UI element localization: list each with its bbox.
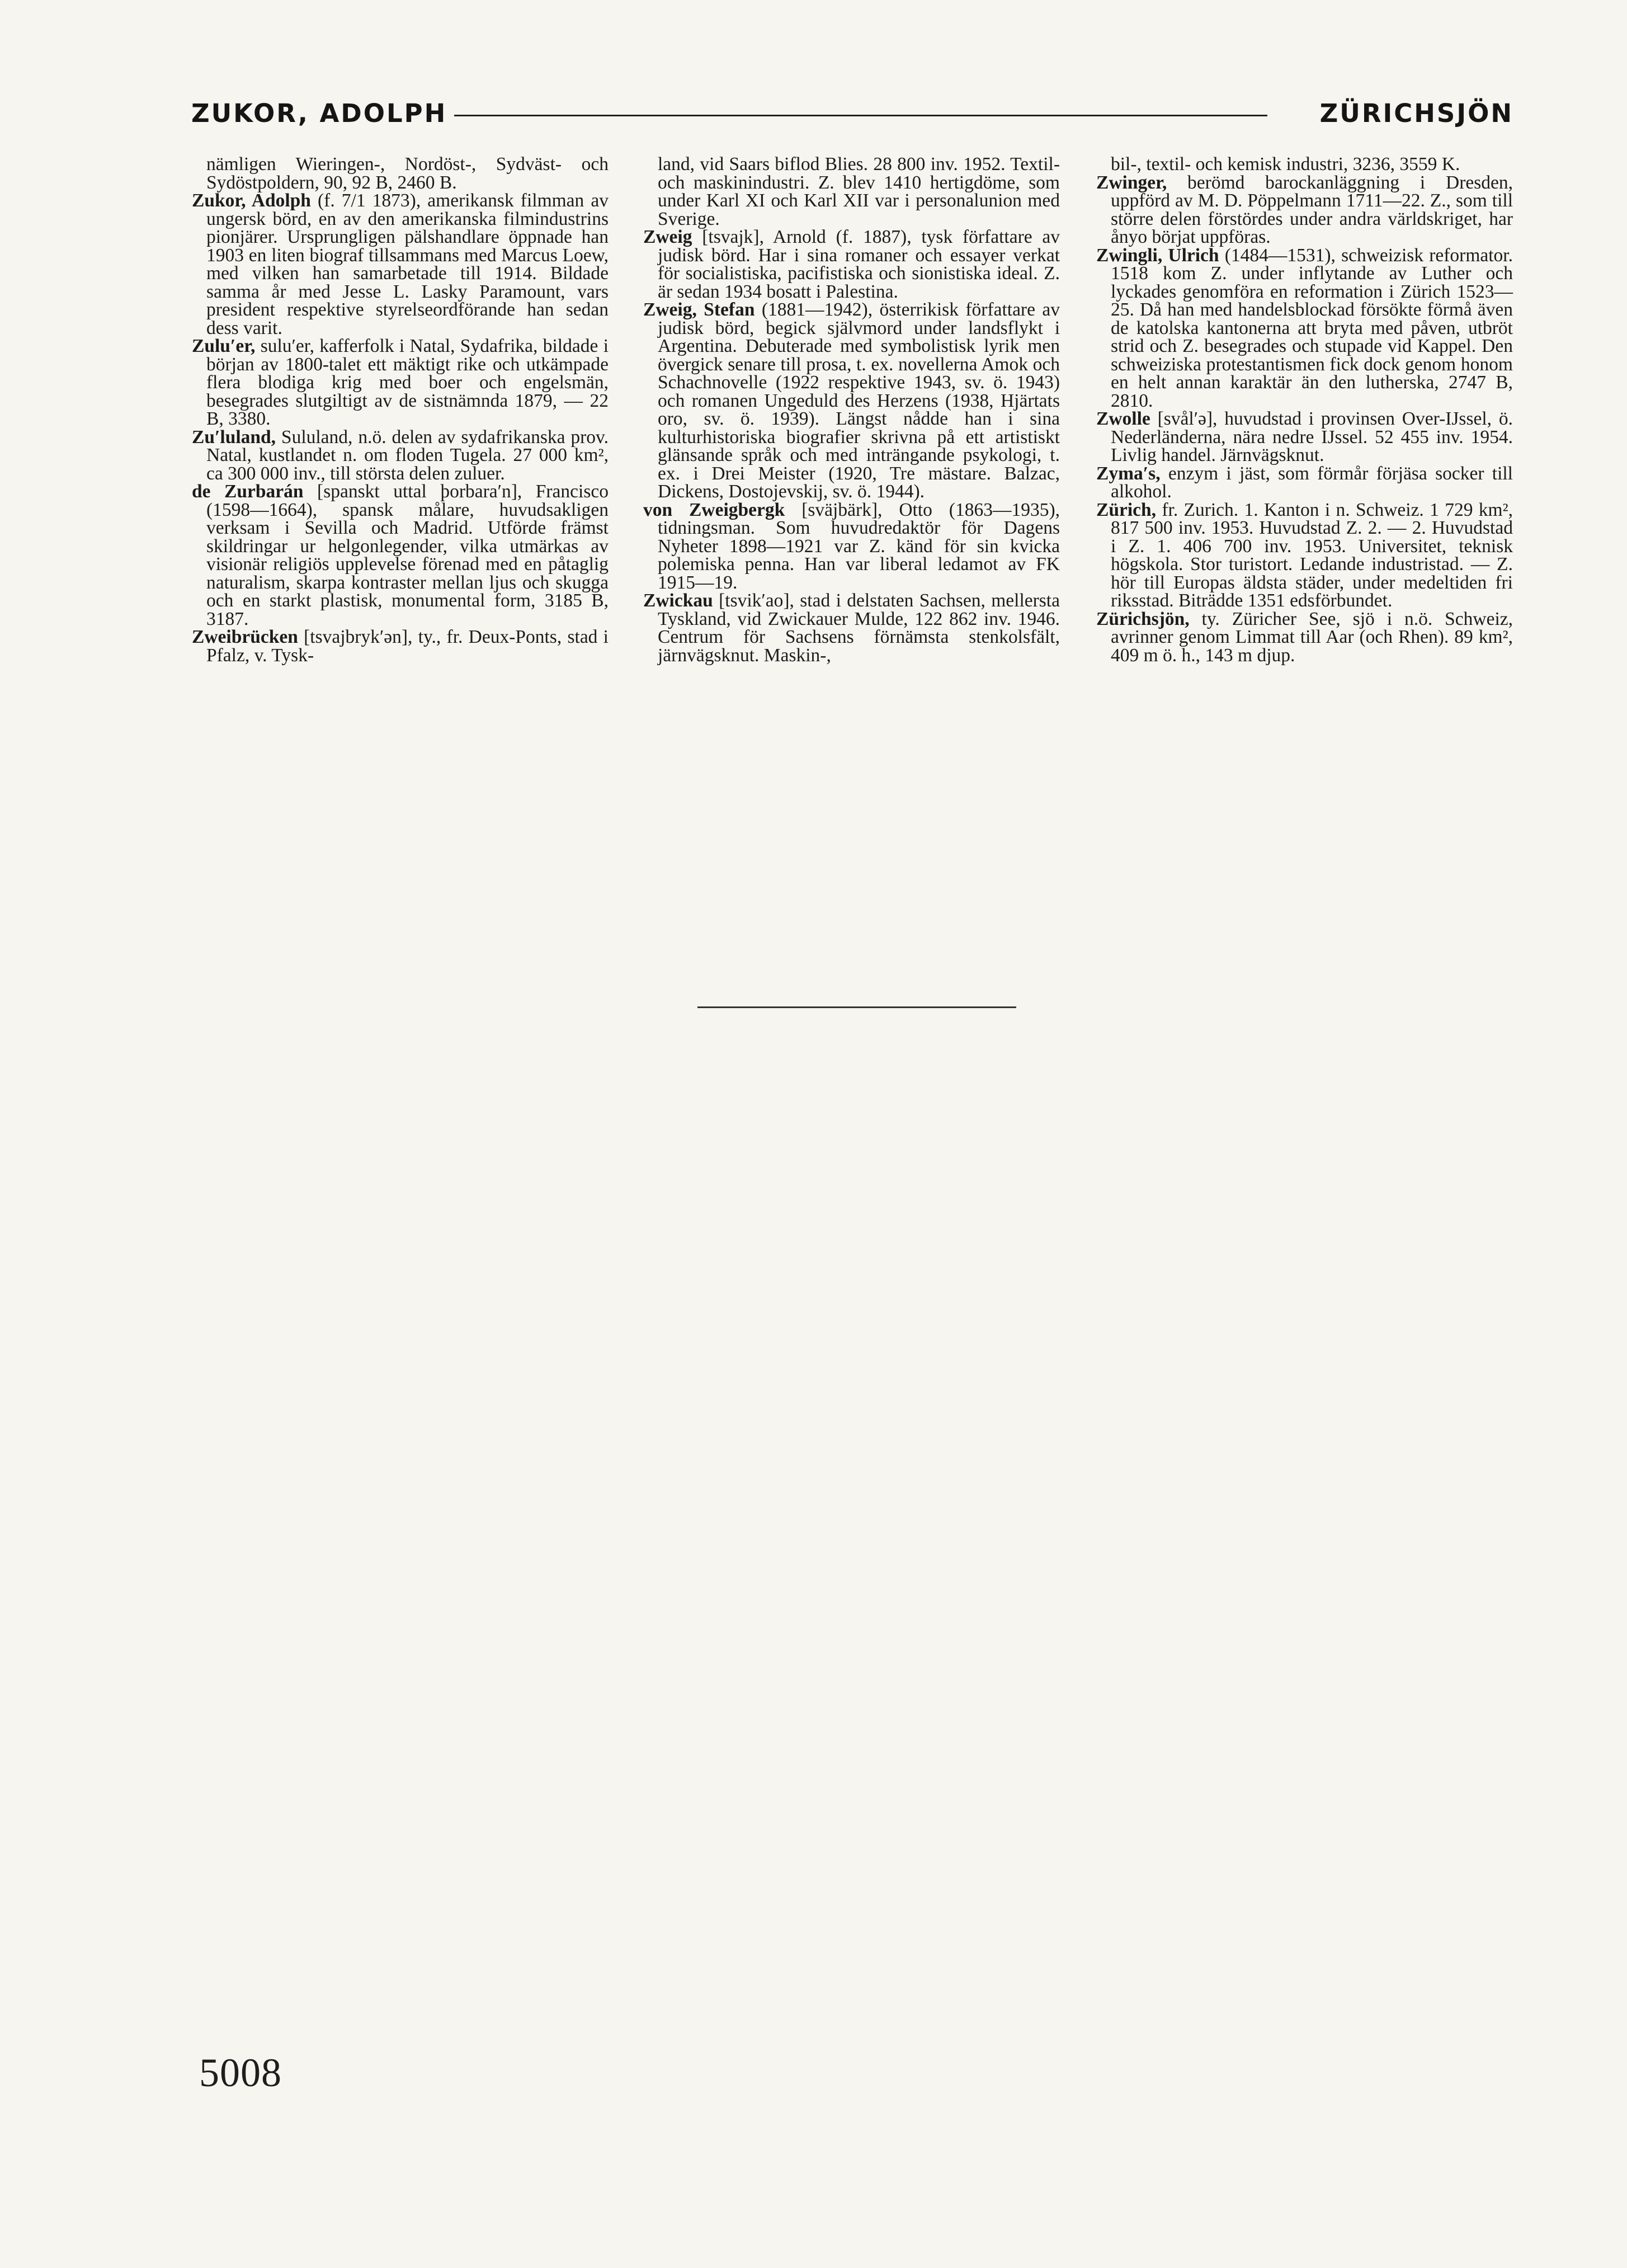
dictionary-entry — [1096, 501, 1513, 610]
entry-headword: Zu′luland, — [192, 426, 276, 448]
entry-text: fr. Zurich. 1. Kanton i n. Schweiz. 1 729 km², 817 500 inv. 1953. Huvudstad Z. 2. — 2. Huvudstad i Z. 1. 406 700 inv. 1953. Universitet, teknisk högskola. Stor turistort. Ledande industristad. — Z. hör till Europas äldsta städer, under medeltiden fri riksstad. Biträdde 1351 edsförbundet. — [1111, 499, 1513, 611]
entry-text: berömd barockanläggning i Dresden, uppförd av M. D. Pöppelmann 1711—22. Z., som till större delen förstördes under andra världskriget, har ånyo börjat uppföras. — [1111, 172, 1513, 247]
header-rule — [454, 115, 1267, 116]
header-last-entry: ZÜRICHSJÖN — [1319, 98, 1513, 128]
entry-text: (1484—1531), schweizisk reformator. 1518 kom Z. under inflytande av Luther och lyckades genomföra en reformation i Zürich 1523—25. Då han med handelsblockad försökte förmå även de katolska kantonerna att bryta med påven, utbröt strid och Z. besegrades och stupade vid Kappel. Den schweiziska protestantismen fick dock genom honom en helt annan karaktär än den lutherska, 2747 B, 2810. — [1111, 244, 1513, 411]
column-3 — [1096, 156, 1513, 665]
dictionary-entry — [192, 192, 609, 337]
entry-text: ty. Züricher See, sjö i n.ö. Schweiz, avrinner genom Limmat till Aar (och Rhen). 89 km², 409 m ö. h., 143 m djup. — [1111, 608, 1513, 666]
entry-text: [sväjbärk], Otto (1863—1935), tidningsman. Som huvudredaktör för Dagens Nyheter 1898—1921 var Z. känd för sin kvicka polemiska penna. Han var liberal ledamot av FK 1915—19. — [658, 499, 1060, 593]
dictionary-entry — [1096, 156, 1513, 174]
column-1 — [192, 156, 609, 665]
entry-text: (1881—1942), österrikisk författare av judisk börd, begick självmord under landsflykt i Argentina. Debuterade med symbolistisk lyrik men övergick senare till prosa, t. ex. novellerna Amok och Schachnovelle (1922 respektive 1943, sv. ö. 1943) och romanen Ungeduld des Herzens (1938, Hjärtats oro, sv. ö. 1939). Längst nådde han i sina kulturhistoriska biografier skrivna på ett artistiskt glänsande språk och med inträngande psykologi, t. ex. i Drei Meister (1920, Tre mästare. Balzac, Dickens, Dostojevskij, sv. ö. 1944). — [658, 299, 1060, 502]
entry-headword: Zulu′er, — [192, 336, 256, 356]
entry-headword: Zürichsjön, — [1096, 608, 1190, 629]
entry-headword: Zwinger, — [1096, 172, 1167, 193]
entry-text: sulu′er, kafferfolk i Natal, Sydafrika, bildade i början av 1800-talet ett mäktigt rike och utkämpade flera blodiga krig med boer och engelsmän, besegrades slutgiltigt av de sistnämnda 1879, — 22 B, 3380. — [206, 336, 609, 429]
dictionary-entry — [1096, 610, 1513, 665]
dictionary-entry — [643, 228, 1060, 301]
dictionary-entry — [1096, 465, 1513, 501]
entry-text: (f. 7/1 1873), amerikansk filmman av ungersk börd, en av den amerikanska filmindustrins pionjärer. Ursprungligen pälshandlare öppnade han 1903 en liten biograf tillsammans med Marcus Loew, med vilken han samarbetade till 1914. Bildade samma år med Jesse L. Lasky Paramount, vars president respektive styrelseordförande han sedan dess varit. — [206, 190, 609, 338]
dictionary-entry — [643, 301, 1060, 501]
entry-headword: Zweig, Stefan — [643, 299, 755, 320]
entry-headword: Zyma′s, — [1096, 463, 1161, 484]
dictionary-entry — [643, 501, 1060, 592]
dictionary-entry — [192, 483, 609, 628]
dictionary-entry — [192, 156, 609, 192]
dictionary-entry — [643, 592, 1060, 665]
end-of-text-rule — [697, 1006, 1016, 1008]
entry-headword: von Zweigbergk — [643, 499, 785, 520]
entry-headword: Zwickau — [643, 590, 713, 611]
dictionary-entry — [192, 337, 609, 429]
entry-text: bil-, textil- och kemisk industri, 3236, 3559 K. — [1111, 154, 1460, 175]
running-header — [191, 98, 1513, 138]
entry-headword: Zweibrücken — [192, 627, 298, 647]
entry-headword: Zwingli, Ulrich — [1096, 244, 1219, 266]
entry-headword: Zukor, Adolph — [192, 190, 311, 211]
entry-text: [tsvik′ao], stad i delstaten Sachsen, mellersta Tyskland, vid Zwickauer Mulde, 122 862 inv. 1946. Centrum för Sachsens förnämsta stenkolsfält, järnvägsknut. Maskin-, — [658, 590, 1060, 666]
entry-headword: Zweig — [643, 227, 692, 247]
page-number: 5008 — [199, 2050, 282, 2095]
dictionary-entry — [643, 156, 1060, 228]
dictionary-entry — [192, 426, 609, 484]
entry-text: Sululand, n.ö. delen av sydafrikanska prov. Natal, kustlandet n. om floden Tugela. 27 000 km², ca 300 000 inv., till största delen zuluer. — [206, 426, 609, 484]
dictionary-entry — [1096, 174, 1513, 247]
entry-text: nämligen Wieringen-, Nordöst-, Sydväst- och Sydöstpoldern, 90, 92 B, 2460 B. — [206, 154, 609, 193]
entry-headword: Zürich, — [1096, 499, 1157, 520]
entry-text: [tsvajbryk′ən], ty., fr. Deux-Ponts, stad i Pfalz, v. Tysk- — [206, 627, 609, 666]
entry-text: [spanskt uttal þorbara′n], Francisco (1598—1664), spansk målare, huvudsakligen verksam i Sevilla och Madrid. Utförde främst skildringar ur helgonlegender, vilka utmärkas av visionär religiös upplevelse förenad med en påtaglig naturalism, skarpa kontraster mellan ljus och skugga och en starkt plastisk, monumental form, 3185 B, 3187. — [206, 481, 609, 629]
entry-text: enzym i jäst, som förmår förjäsa socker till alkohol. — [1111, 463, 1513, 502]
column-2 — [643, 156, 1060, 665]
entry-headword: de Zurbarán — [192, 481, 304, 502]
entry-text: [tsvajk], Arnold (f. 1887), tysk författare av judisk börd. Har i sina romaner och essayer verkat för socialistiska, pacifistiska och sionistiska ideal. Z. är sedan 1934 bosatt i Palestina. — [658, 227, 1060, 302]
entry-headword: Zwolle — [1096, 408, 1150, 429]
entry-text: land, vid Saars biflod Blies. 28 800 inv. 1952. Textil- och maskinindustri. Z. blev 1410 hertigdöme, som under Karl XI och Karl XII var i personalunion med Sverige. — [658, 154, 1060, 229]
dictionary-entry — [1096, 410, 1513, 465]
dictionary-entry — [1096, 244, 1513, 411]
entry-text: [svål′ə], huvudstad i provinsen Over-IJssel, ö. Nederländerna, nära nedre IJssel. 52 455 inv. 1954. Livlig handel. Järnvägsknut. — [1111, 408, 1513, 465]
dictionary-entry — [192, 628, 609, 665]
header-first-entry: ZUKOR, ADOLPH — [191, 98, 447, 128]
